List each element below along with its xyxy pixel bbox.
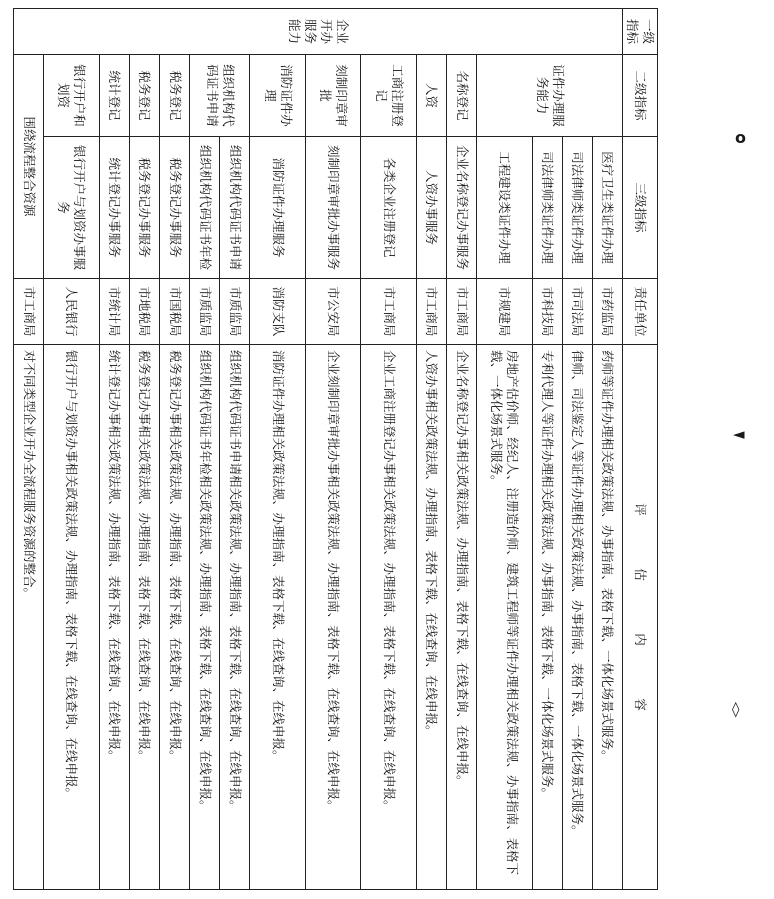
content-cell: 消防证件办理相关政策法规、办理指南、表格下载、在线查询、在线申报。	[250, 345, 306, 890]
level3-cell: 税务登记办事服务	[129, 137, 159, 279]
unit-cell: 市地税局	[129, 279, 159, 345]
unit-cell: 市质监局	[220, 279, 250, 345]
level2-cell: 名称登记	[447, 55, 477, 137]
content-cell: 企业工商注册登记办事相关政策法规、办理指南、表格下载、在线查询、在线申报。	[361, 345, 417, 890]
diamond-mark-icon: ◊	[732, 700, 740, 718]
content-cell: 房地产估价师、经纪人、注册造价师、建筑工程师等证件办理相关政策法规、办事指南、表格下载、一体化场景式服务。	[477, 345, 533, 890]
level3-cell: 人资办事服务	[416, 137, 446, 279]
table-row	[305, 9, 361, 890]
evaluation-table	[13, 8, 658, 890]
table-row	[14, 9, 44, 890]
unit-cell: 市司法局	[562, 279, 592, 345]
table-row	[361, 9, 417, 890]
level3-cell: 工程建设类证件办理	[477, 137, 533, 279]
level2-cell: 围绕流程整合资源	[14, 55, 44, 279]
punch-hole-mark: o	[735, 128, 746, 147]
level3-cell: 企业名称登记办事服务	[447, 137, 477, 279]
level2-cell: 刻制印章审批	[305, 55, 361, 137]
level2-cell: 证件办理服务能力	[477, 55, 623, 137]
table-row	[416, 9, 446, 890]
table-row	[129, 9, 159, 890]
unit-cell: 市统计局	[99, 279, 129, 345]
table-row	[44, 9, 100, 890]
content-cell: 银行开户与划资办事相关政策法规、办理指南、表格下载、在线查询、在线申报。	[44, 345, 100, 890]
header-content: 评 估 内 容	[623, 345, 658, 890]
unit-cell: 市工商局	[447, 279, 477, 345]
content-cell: 企业名称登记办事相关政策法规、办理指南、表格下载、在线查询、在线申报。	[447, 345, 477, 890]
unit-cell: 人民银行	[44, 279, 100, 345]
content-cell: 律师、司法鉴定人等证件办理相关政策法规、办事指南、表格下载、一体化场景式服务。	[562, 345, 592, 890]
unit-cell: 市公安局	[305, 279, 361, 345]
unit-cell: 市工商局	[361, 279, 417, 345]
level1-cell: 企业开办服务能力	[14, 9, 623, 55]
content-cell: 人资办事相关政策法规、办理指南、表格下载、在线查询、在线申报。	[416, 345, 446, 890]
content-cell: 税务登记办事相关政策法规、办理指南、表格下载、在线查询、在线申报。	[129, 345, 159, 890]
level3-cell: 各类企业注册登记	[361, 137, 417, 279]
arrow-mark-icon: ◄	[733, 425, 745, 443]
level3-cell: 消防证件办理服务	[250, 137, 306, 279]
table-row	[562, 9, 592, 890]
table-row	[532, 9, 562, 890]
level2-cell: 税务登记	[129, 55, 159, 137]
content-cell: 企业刻制印章审批办事相关政策法规、办理指南、表格下载、在线查询、在线申报。	[305, 345, 361, 890]
unit-cell: 市药监局	[592, 279, 622, 345]
table-row	[160, 9, 190, 890]
table-row	[220, 9, 250, 890]
table-row	[447, 9, 477, 890]
table-row	[592, 9, 622, 890]
content-cell: 税务登记办事相关政策法规、办理指南、表格下载、在线查询、在线申报。	[160, 345, 190, 890]
header-level3: 三级指标	[623, 137, 658, 279]
content-cell: 药师等证件办理相关政策法规、办事指南、表格下载、一体化场景式服务。	[592, 345, 622, 890]
level2-cell: 组织机构代码证书申请	[190, 55, 250, 137]
unit-cell: 市规建局	[477, 279, 533, 345]
content-cell: 统计登记办事相关政策法规、办理指南、表格下载、在线查询、在线申报。	[99, 345, 129, 890]
header-level1: 一级指标	[623, 9, 658, 55]
level3-cell: 统计登记办事服务	[99, 137, 129, 279]
level3-cell: 医疗卫生类证件办理	[592, 137, 622, 279]
level2-cell: 统计登记	[99, 55, 129, 137]
content-cell: 专利代理人等证件办理相关政策法规、办事指南、表格下载、一体化场景式服务。	[532, 345, 562, 890]
level2-cell: 消防证件办理	[250, 55, 306, 137]
content-cell: 组织机构代码证书年检相关政策法规、办理指南、表格下载、在线查询、在线申报。	[190, 345, 220, 890]
level2-cell: 人资	[416, 55, 446, 137]
level2-cell: 银行开户和划资	[44, 55, 100, 137]
table-row	[190, 9, 220, 890]
level3-cell: 银行开户与划资办事服务	[44, 137, 100, 279]
unit-cell: 市国税局	[160, 279, 190, 345]
level3-cell: 司法律师类证件办理	[532, 137, 562, 279]
header-level2: 二级指标	[623, 55, 658, 137]
unit-cell: 市科技局	[532, 279, 562, 345]
unit-cell: 市工商局	[416, 279, 446, 345]
level2-cell: 税务登记	[160, 55, 190, 137]
table-row	[99, 9, 129, 890]
level3-cell: 组织机构代码证书年检	[190, 137, 220, 279]
rotated-table-page	[13, 8, 658, 890]
content-cell: 组织机构代码证书申请相关政策法规、办理指南、表格下载、在线查询、在线申报。	[220, 345, 250, 890]
table-row	[250, 9, 306, 890]
level3-cell: 组织机构代码证书申请	[220, 137, 250, 279]
header-unit: 责任单位	[623, 279, 658, 345]
table-row	[477, 9, 533, 890]
unit-cell: 市工商局	[14, 279, 44, 345]
unit-cell: 消防支队	[250, 279, 306, 345]
table-header-row	[623, 9, 658, 890]
content-cell: 对不同类型企业开办全流程服务资源的整合。	[14, 345, 44, 890]
level2-cell: 工商注册登记	[361, 55, 417, 137]
level3-cell: 刻制印章审批办事服务	[305, 137, 361, 279]
level3-cell: 司法律师类证件办理	[562, 137, 592, 279]
level3-cell: 税务登记办事服务	[160, 137, 190, 279]
unit-cell: 市质监局	[190, 279, 220, 345]
